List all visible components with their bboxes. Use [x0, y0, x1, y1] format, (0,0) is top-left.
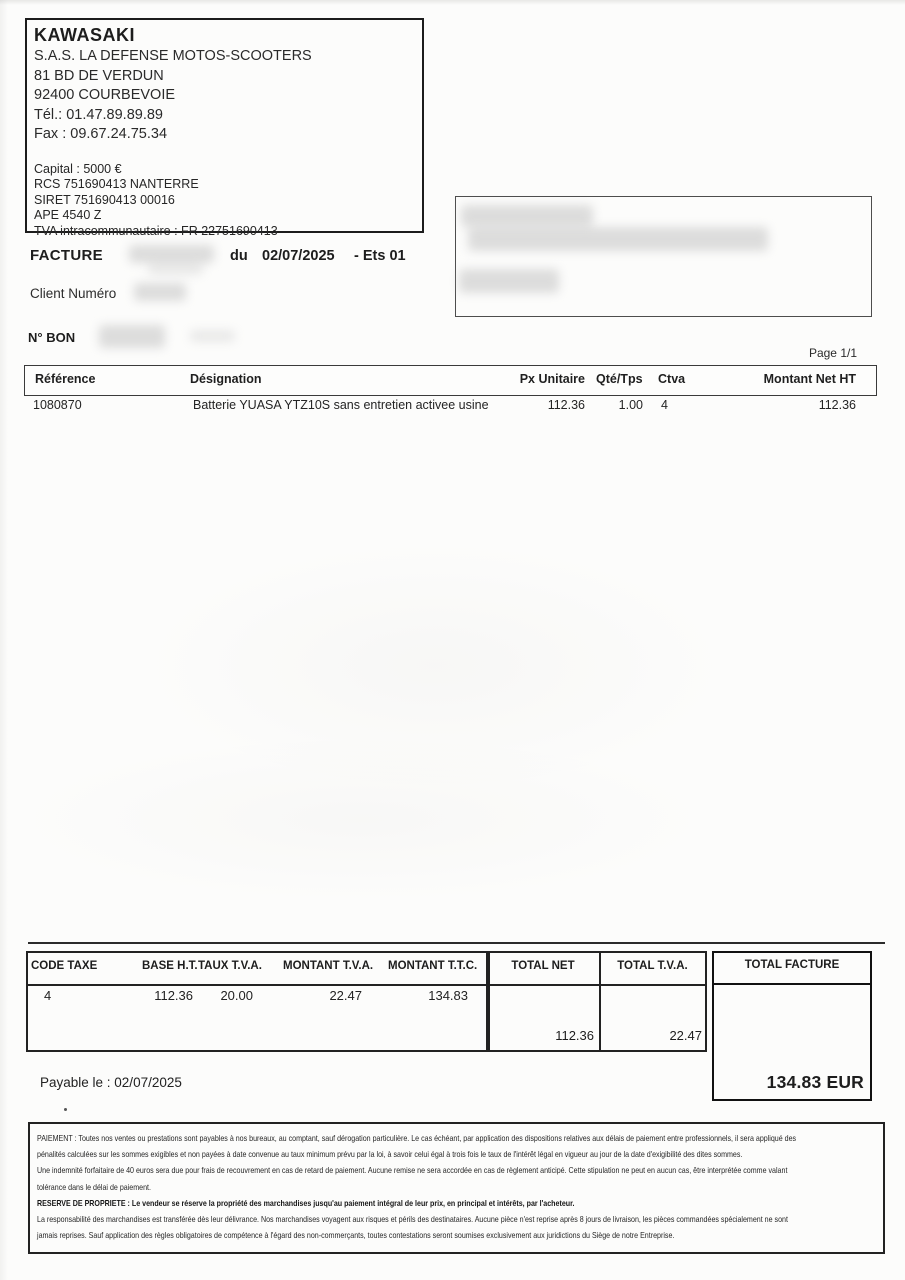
company-fax: Fax : 09.67.24.75.34 [34, 126, 168, 142]
company-legal-name: S.A.S. LA DEFENSE MOTOS-SCOOTERS [34, 48, 312, 64]
total-net-value: 112.36 [555, 1028, 594, 1043]
items-header-reference: Référence [35, 372, 96, 386]
item-designation: Batterie YUASA YTZ10S sans entretien activee usine [193, 398, 489, 412]
order-number-label: N° BON [28, 330, 76, 345]
redacted-customer-address [468, 227, 768, 251]
company-info-box [25, 18, 424, 238]
tax-header-montant-ttc: MONTANT T.T.C. [388, 960, 478, 972]
total-facture-label: TOTAL FACTURE [744, 959, 840, 971]
legal-line-6: La responsabilité des marchandises est transférée dès leur délivrance. Nos marchandises voyagent aux risques et périls des destinataires. Aucune pièce n'est reprise après 8 jours de livraison, les pièces commandées spécialement ne sont [37, 1214, 788, 1225]
items-header-qte-tps: Qté/Tps [596, 372, 643, 386]
total-tva-label: TOTAL T.V.A. [617, 960, 688, 972]
company-address-line1: 81 BD DE VERDUN [34, 67, 164, 84]
legal-line-5-reserve: RESERVE DE PROPRIETE : Le vendeur se réserve la propriété des marchandises jusqu'au paiement intégral de leur prix, en principal et intérêts, par l'acheteur. [37, 1197, 575, 1208]
company-ape: APE 4540 Z [34, 208, 102, 223]
scan-dot-artifact [64, 1108, 67, 1111]
tax-header-montant-tva: MONTANT T.V.A. [283, 960, 374, 972]
invoice-date: 02/07/2025 [262, 248, 335, 264]
client-number-label: Client Numéro [30, 286, 117, 301]
company-rcs: RCS 751690413 NANTERRE [34, 177, 199, 192]
legal-line-4: tolérance dans le délai de paiement. [37, 1181, 151, 1192]
items-header-montant: Montant Net HT [763, 372, 856, 386]
item-px-unitaire: 112.36 [547, 398, 585, 412]
redacted-client-number [134, 283, 186, 301]
item-qte-tps: 1.00 [618, 398, 643, 412]
tax-value-base-ht: 112.36 [154, 988, 193, 1003]
redacted-customer-city [459, 269, 559, 293]
tax-value-taux-tva: 20.00 [220, 988, 253, 1003]
legal-line-7: jamais reprises. Sauf application des règles obligatoires de compétence à l'égard des non-commerçants, toutes contestations seront soumises exclusivement aux juridictions du Siège de notre Entreprise. [37, 1230, 675, 1241]
item-montant: 112.36 [818, 398, 856, 412]
total-net-label: TOTAL NET [511, 960, 575, 972]
totals-separator-rule [28, 942, 885, 944]
company-tva-intra: TVA intracommunautaire : FR 22751690413 [34, 223, 278, 238]
tax-header-base-ht: BASE H.T. [142, 960, 198, 972]
total-facture-value: 134.83 EUR [766, 1072, 864, 1092]
legal-line-3: Une indemnité forfaitaire de 40 euros sera due pour frais de recouvrement en cas de retard de paiement. Aucune remise ne sera accordée en cas de règlement anticipé. Cette stipulation ne peut en aucun cas, être interprétée comme valant [37, 1165, 788, 1176]
item-ctva: 4 [661, 398, 668, 412]
payable-date: Payable le : 02/07/2025 [40, 1075, 182, 1090]
invoice-ets: - Ets 01 [354, 248, 406, 264]
company-capital: Capital : 5000 € [34, 161, 122, 176]
legal-line-1: PAIEMENT : Toutes nos ventes ou prestations sont payables à nos bureaux, au comptant, sauf dérogation particulière. Le cas échéant, par application des dispositions relatives aux délais de paiement entre professionnels, il sera appliqué des [37, 1133, 797, 1143]
company-name: KAWASAKI [34, 25, 136, 45]
tax-header-code: CODE TAXE [31, 960, 98, 972]
legal-conditions-box [28, 1122, 885, 1254]
redacted-invoice-number [129, 245, 214, 263]
redacted-invoice-number-2 [148, 262, 203, 275]
company-address-line2: 92400 COURBEVOIE [34, 87, 176, 103]
items-header-ctva: Ctva [658, 372, 686, 386]
company-siret: SIRET 751690413 00016 [34, 192, 175, 207]
tax-value-code: 4 [44, 988, 52, 1003]
page-number: Page 1/1 [808, 346, 857, 360]
item-reference: 1080870 [33, 398, 82, 412]
legal-line-2: pénalités calculées sur les sommes exigibles et non payées à date convenue au taux minimum prévu par la loi, à savoir celui égal à trois fois le taux de l'intérêt légal en vigueur au jour de la date d'exigibilité des dites sommes. [37, 1149, 743, 1160]
items-header-px-unitaire: Px Unitaire [519, 372, 585, 386]
tax-value-montant-tva: 22.47 [329, 988, 362, 1003]
tax-value-montant-ttc: 134.83 [428, 988, 468, 1003]
total-tva-value: 22.47 [669, 1028, 702, 1043]
items-header-designation: Désignation [190, 372, 262, 386]
redacted-order-number [99, 325, 165, 348]
invoice-du-label: du [230, 248, 248, 264]
invoice-title: FACTURE [30, 247, 103, 264]
tax-header-taux-tva: TAUX T.V.A. [198, 960, 262, 972]
redacted-customer-name [461, 205, 593, 227]
company-phone: Tél.: 01.47.89.89.89 [34, 106, 163, 123]
redacted-order-smudge [190, 330, 235, 342]
